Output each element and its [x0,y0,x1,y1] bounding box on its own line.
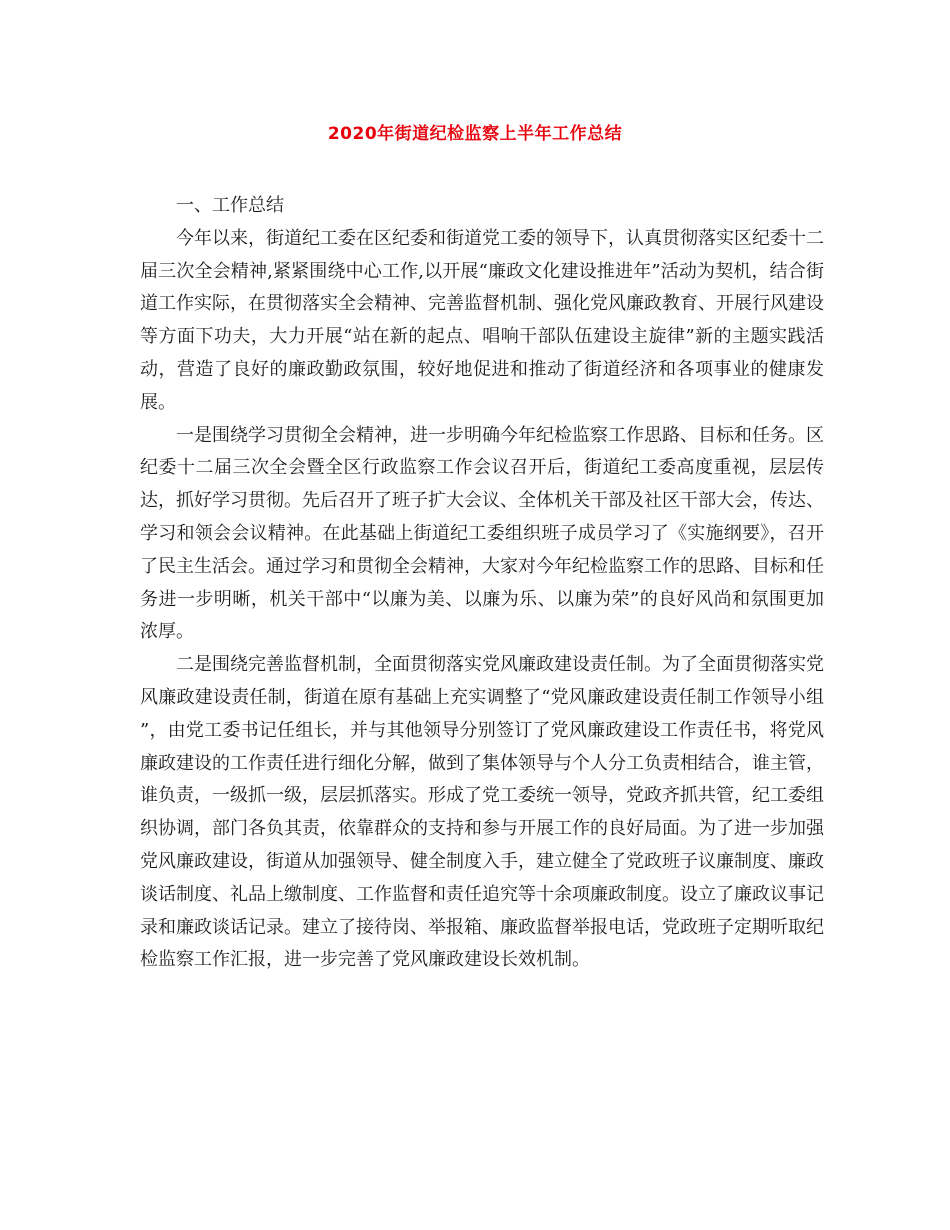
paragraph-point-one: 一是围绕学习贯彻全会精神，进一步明确今年纪检监察工作思路、目标和任务。区纪委十二届三次全会暨全区行政监察工作会议召开后，街道纪工委高度重视，层层传达，抓好学习贯彻。先后召开了班子扩大会议、全体机关干部及社区干部大会，传达、学习和领会会议精神。在此基础上街道纪工委组织班子成员学习了《实施纲要》，召开了民主生活会。通过学习和贯彻全会精神，大家对今年纪检监察工作的思路、目标和任务进一步明晰，机关干部中“以廉为美、以廉为乐、以廉为荣”的良好风尚和氛围更加浓厚。 [140,424,824,643]
document-body [140,190,824,977]
paragraph-intro: 今年以来，街道纪工委在区纪委和街道党工委的领导下，认真贯彻落实区纪委十二届三次全会精神,紧紧围绕中心工作,以开展“廉政文化建设推进年”活动为契机，结合街道工作实际，在贯彻落实全会精神、完善监督机制、强化党风廉政教育、开展行风建设等方面下功夫，大力开展“站在新的起点、唱响干部队伍建设主旋律”新的主题实践活动，营造了良好的廉政勤政氛围，较好地促进和推动了街道经济和各项事业的健康发展。 [140,227,824,413]
section-heading: 一、工作总结 [176,195,284,216]
paragraph-point-two: 二是围绕完善监督机制，全面贯彻落实党风廉政建设责任制。为了全面贯彻落实党风廉政建设责任制，街道在原有基础上充实调整了“党风廉政建设责任制工作领导小组 ”，由党工委书记任组长，并与其他领导分别签订了党风廉政建设工作责任书，将党风廉政建设的工作责任进行细化分解，做到了集体领导与个人分工负责相结合，谁主管，谁负责，一级抓一级，层层抓落实。形成了党工委统一领导，党政齐抓共管，纪工委组织协调，部门各负其责，依靠群众的支持和参与开展工作的良好局面。为了进一步加强党风廉政建设，街道从加强领导、健全制度入手，建立健全了党政班子议廉制度、廉政谈话制度、礼品上缴制度、工作监督和责任追究等十余项廉政制度。设立了廉政议事记录和廉政谈话记录。建立了接待岗、举报箱、廉政监督举报电话，党政班子定期听取纪检监察工作汇报，进一步完善了党风廉政建设长效机制。 [140,654,824,971]
document-title: 2020年街道纪检监察上半年工作总结 [327,124,623,144]
